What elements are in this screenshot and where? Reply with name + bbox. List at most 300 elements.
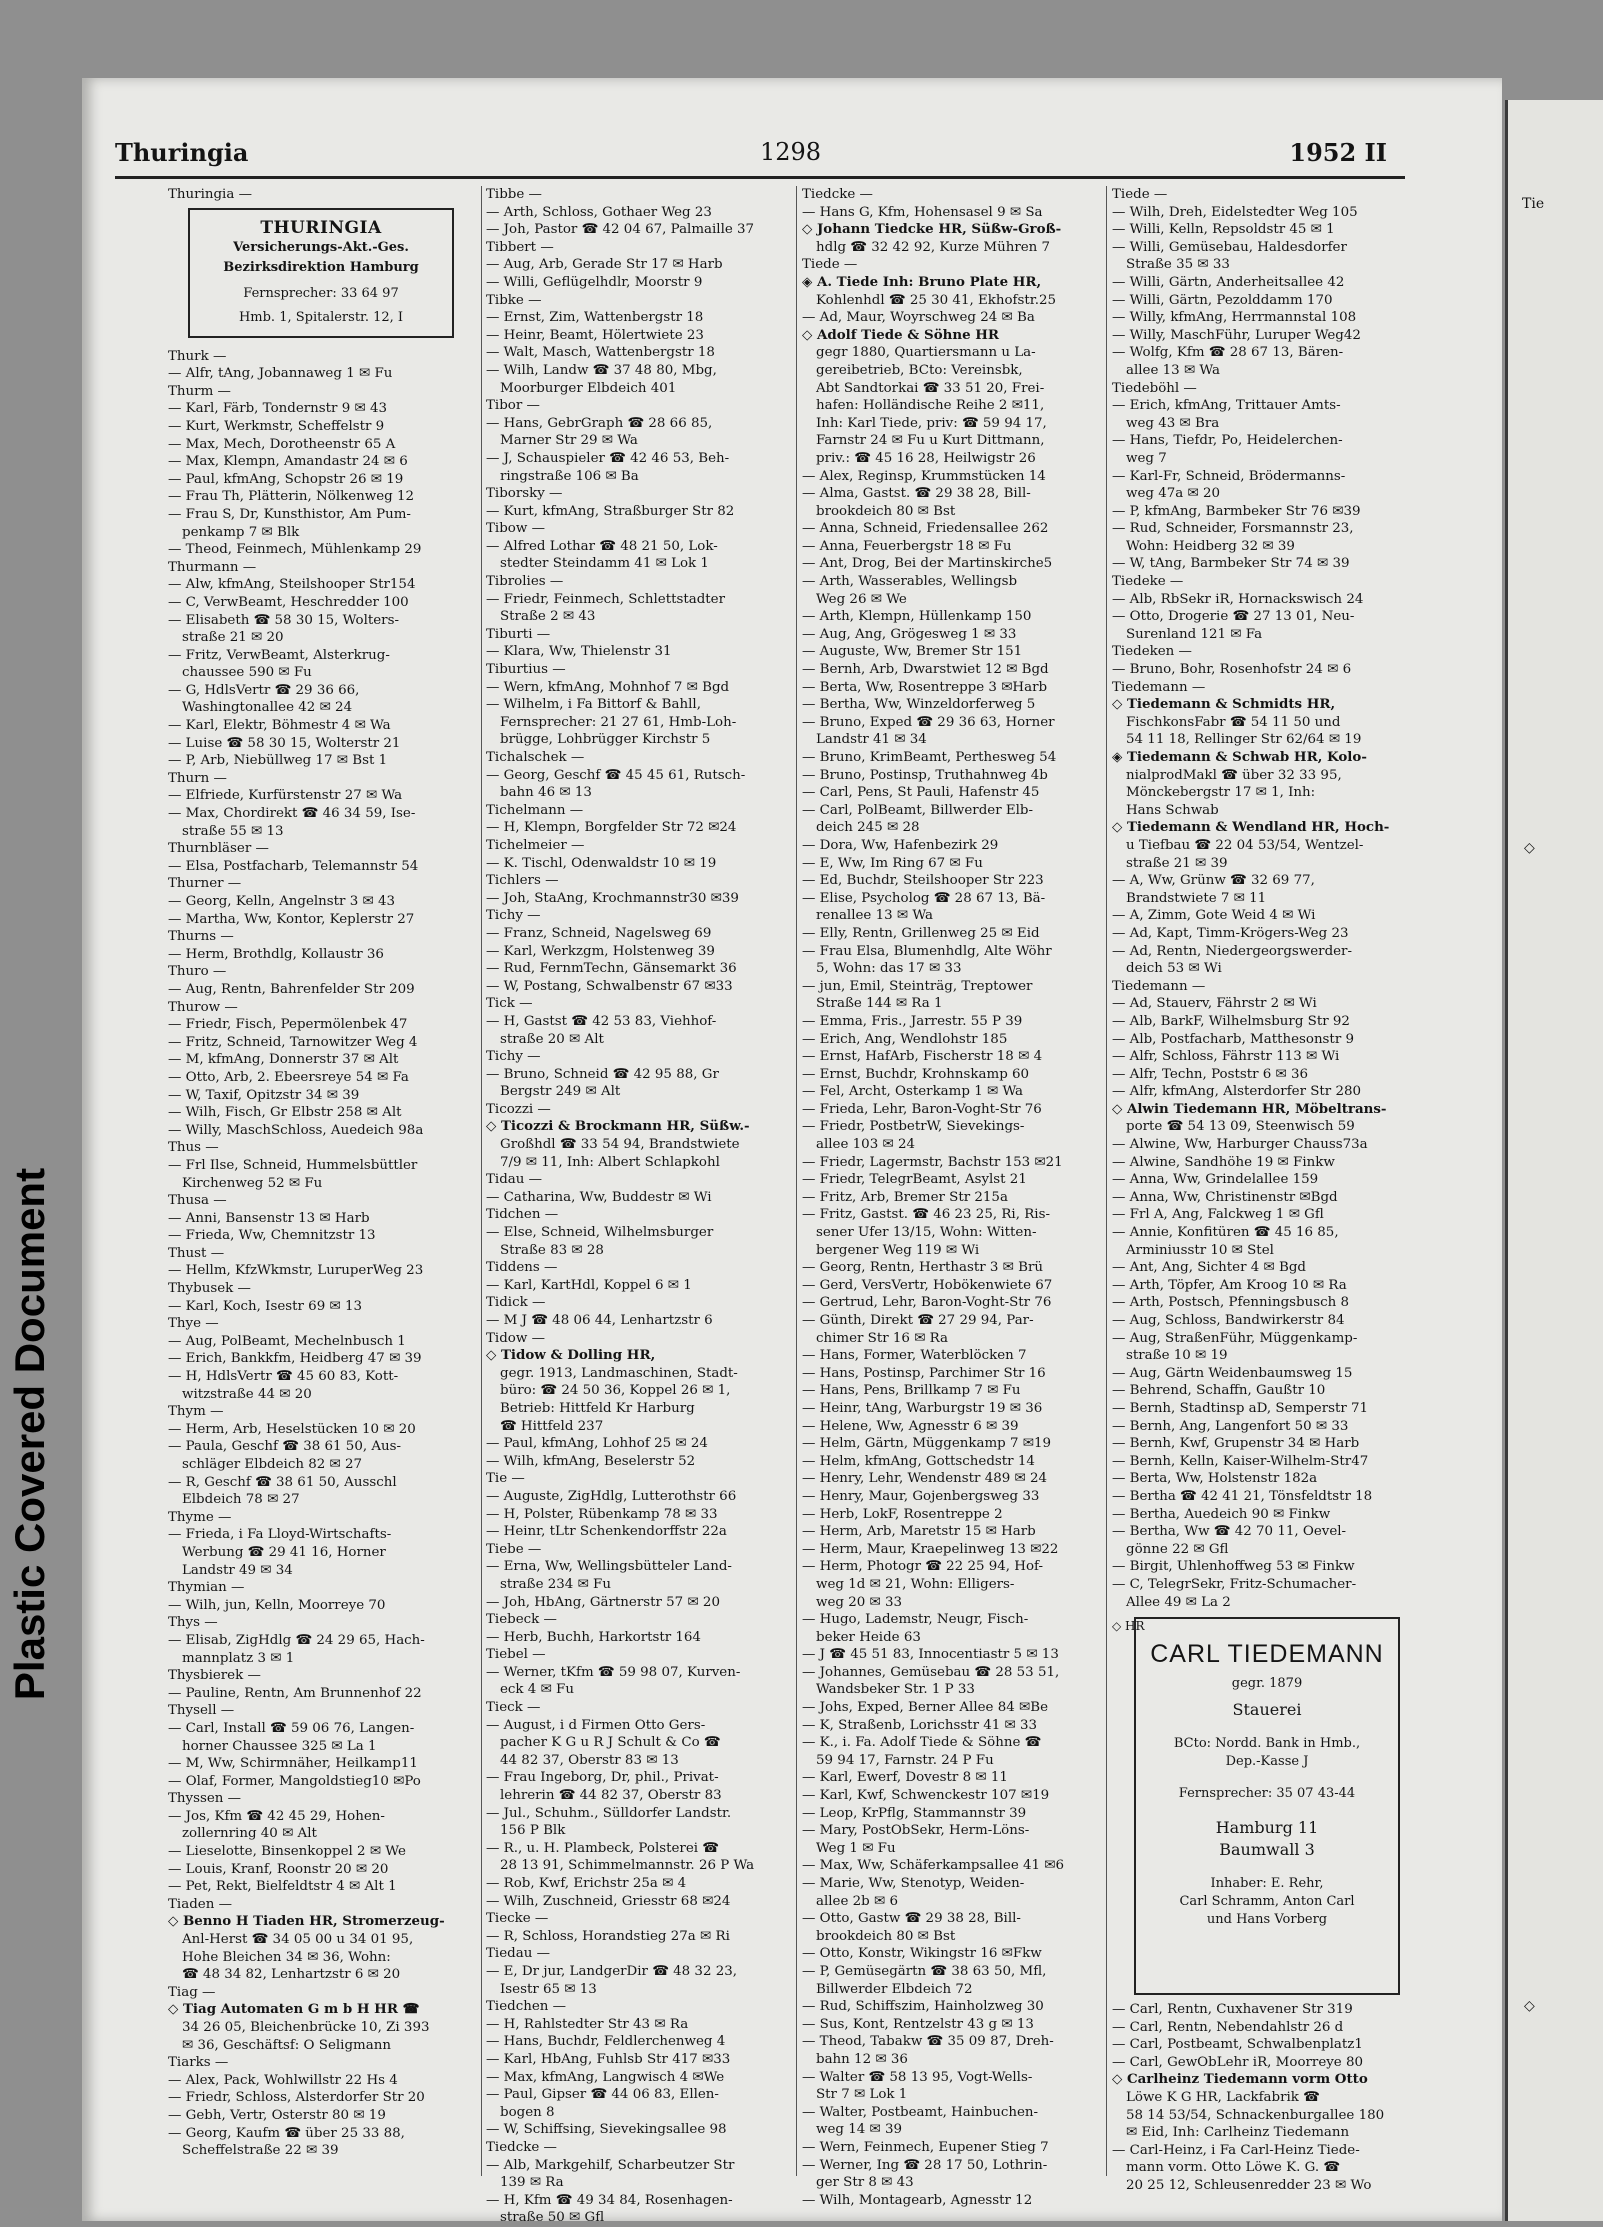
directory-entry: — Otto, Gastw ☎ 29 38 28, Bill-	[802, 1911, 1021, 1927]
directory-entry: Landstr 49 ✉ 34	[182, 1562, 293, 1578]
ad-owner: Inhaber: E. Rehr,	[1210, 1876, 1324, 1892]
directory-entry: — Klara, Ww, Thielenstr 31	[486, 644, 672, 660]
directory-entry: allee 2b ✉ 6	[816, 1893, 898, 1909]
directory-entry: — Ant, Ang, Sichter 4 ✉ Bgd	[1112, 1260, 1306, 1276]
directory-entry: sener Ufer 13/15, Wohn: Witten-	[816, 1225, 1037, 1241]
directory-entry: ◇ Alwin Tiedemann HR, Möbeltrans-	[1112, 1100, 1387, 1117]
directory-entry: — Bertha, Ww, Winzeldorferweg 5	[802, 697, 1036, 713]
directory-entry: — Willy, kfmAng, Herrmannstal 108	[1112, 310, 1357, 326]
directory-entry: — Wilh, Dreh, Eidelstedter Weg 105	[1112, 204, 1358, 220]
directory-entry: — Friedr, Feinmech, Schlettstadter	[486, 591, 725, 607]
directory-entry: — Arth, Klempn, Hüllenkamp 150	[802, 609, 1032, 625]
directory-entry: — Ad, Rentn, Niedergeorgswerder-	[1112, 943, 1352, 959]
directory-entry: — Ad, Kapt, Timm-Krögers-Weg 23	[1112, 925, 1349, 941]
directory-entry: ◇ Tiedemann & Wendland HR, Hoch-	[1112, 819, 1390, 836]
directory-entry: — Rob, Kwf, Erichstr 25a ✉ 4	[486, 1876, 687, 1891]
directory-entry: — Karl, Kwf, Schwenckestr 107 ✉19	[802, 1788, 1050, 1804]
directory-entry: Tick —	[486, 996, 533, 1012]
ad-register-mark: ◇ HR	[1112, 1619, 1145, 1634]
directory-entry: — Bernh, Ang, Langenfort 50 ✉ 33	[1112, 1418, 1349, 1434]
directory-entry: Tiebe —	[486, 1541, 542, 1557]
directory-entry: — Friedr, Fisch, Pepermölenbek 47	[168, 1017, 408, 1033]
ad-bank: Dep.-Kasse J	[1225, 1754, 1309, 1770]
directory-entry: — Karl, Koch, Isestr 69 ✉ 13	[168, 1298, 362, 1314]
directory-entry: — Heinr, tAng, Warburgstr 19 ✉ 36	[802, 1400, 1043, 1416]
directory-entry: — H, Klempn, Borgfelder Str 72 ✉24	[486, 820, 737, 836]
directory-entry: Straße 35 ✉ 33	[1126, 257, 1230, 273]
directory-entry: ◇ Tidow & Dolling HR,	[486, 1347, 656, 1364]
directory-entry: — Otto, Drogerie ☎ 27 13 01, Neu-	[1112, 609, 1355, 625]
directory-entry: — H, Gastst ☎ 42 53 83, Viehhof-	[486, 1013, 717, 1029]
directory-entry: — Ernst, Zim, Wattenbergstr 18	[486, 310, 704, 326]
directory-entry: Tichelmann —	[486, 802, 584, 818]
directory-entry: ☎ 48 34 82, Lenhartzstr 6 ✉ 20	[182, 1967, 401, 1983]
directory-entry: — Erich, Bankkfm, Heidberg 47 ✉ 39	[168, 1351, 422, 1367]
column-3-entries	[802, 186, 1102, 2209]
directory-entry: gegr. 1913, Landmaschinen, Stadt-	[500, 1365, 738, 1381]
directory-entry: ringstraße 106 ✉ Ba	[500, 468, 639, 484]
directory-entry: chimer Str 16 ✉ Ra	[816, 1330, 949, 1346]
directory-entry: bogen 8	[500, 2104, 555, 2120]
directory-entry: — Elisabeth ☎ 58 30 15, Wolters-	[168, 612, 399, 628]
side-stamp	[0, 1120, 58, 1740]
directory-entry: — August, i d Firmen Otto Gers-	[486, 1717, 706, 1733]
directory-entry: — Olaf, Former, Mangoldstieg10 ✉Po	[168, 1773, 421, 1789]
directory-entry: — Willy, MaschSchloss, Auedeich 98a	[168, 1122, 424, 1138]
directory-entry: Tichlers —	[486, 873, 559, 889]
directory-entry: — Erich, kfmAng, Trittauer Amts-	[1112, 398, 1341, 414]
column-1	[168, 186, 476, 2196]
directory-entry: — M, kfmAng, Donnerstr 37 ✉ Alt	[168, 1052, 399, 1068]
directory-entry: — Alb, BarkF, Wilhelmsburg Str 92	[1112, 1013, 1350, 1029]
directory-entry: Thus —	[168, 1140, 219, 1156]
directory-entry: — Frau S, Dr, Kunsthistor, Am Pum-	[168, 506, 411, 522]
directory-entry: — Joh, HbAng, Gärtnerstr 57 ✉ 20	[486, 1594, 720, 1610]
directory-entry: — Willy, MaschFühr, Luruper Weg42	[1112, 327, 1361, 343]
directory-entry: — Max, Klempn, Amandastr 24 ✉ 6	[168, 454, 408, 470]
directory-entry: — Herb, Buchh, Harkortstr 164	[486, 1629, 701, 1645]
directory-entry: — Theod, Tabakw ☎ 35 09 87, Dreh-	[802, 2034, 1054, 2050]
directory-entry: — Wilhelm, i Fa Bittorf & Bahll,	[486, 697, 701, 713]
directory-entry: 5, Wohn: das 17 ✉ 33	[816, 961, 962, 977]
directory-entry: — Ernst, Buchdr, Krohnskamp 60	[802, 1066, 1030, 1082]
directory-entry: — Hellm, KfzWkmstr, LuruperWeg 23	[168, 1263, 424, 1279]
directory-entry: Wandsbeker Str. 1 P 33	[816, 1682, 975, 1698]
directory-entry: — H, HdlsVertr ☎ 45 60 83, Kott-	[168, 1369, 399, 1385]
directory-entry: Tibow —	[486, 521, 545, 537]
directory-entry: renallee 13 ✉ Wa	[816, 908, 933, 924]
ad-company-name: CARL TIEDEMANN	[1150, 1640, 1384, 1669]
directory-entry: — Fritz, Arb, Bremer Str 215a	[802, 1189, 1008, 1205]
tiedemann-ad	[1134, 1617, 1400, 1995]
directory-entry: straße 50 ✉ Gfl	[500, 2210, 605, 2226]
directory-entry: — E, Dr jur, LandgerDir ☎ 48 32 23,	[486, 1963, 738, 1979]
column-4-entries	[1112, 186, 1408, 1611]
page-number: 1298	[760, 138, 822, 166]
directory-entry: — Heinr, tLtr Schenkendorffstr 22a	[486, 1524, 727, 1540]
directory-entry: Thurm —	[168, 383, 231, 399]
directory-entry: Landstr 41 ✉ 34	[816, 732, 927, 748]
column-3	[802, 186, 1102, 2208]
directory-entry: — Carl, Rentn, Cuxhavener Str 319	[1112, 2002, 1353, 2018]
directory-entry: — Behrend, Schaffn, Gaußtr 10	[1112, 1383, 1326, 1399]
directory-entry: Thurns —	[168, 929, 234, 945]
directory-entry: — Aug, StraßenFühr, Müggenkamp-	[1112, 1330, 1358, 1346]
directory-entry: — Aug, Rentn, Bahrenfelder Str 209	[168, 981, 415, 997]
ad-founded: gegr. 1879	[1231, 1676, 1303, 1692]
directory-entry: — Alb, Postfacharb, Matthesonstr 9	[1112, 1031, 1354, 1047]
directory-entry: — Wilh, Fisch, Gr Elbstr 258 ✉ Alt	[168, 1105, 402, 1121]
directory-entry: 156 P Blk	[500, 1823, 566, 1839]
directory-entry: — Carl, Postbeamt, Schwalbenplatz1	[1112, 2037, 1363, 2053]
directory-entry: Brandstwiete 7 ✉ 11	[1126, 890, 1267, 906]
directory-entry: — A, Ww, Grünw ☎ 32 69 77,	[1112, 873, 1315, 889]
directory-entry: 58 14 53/54, Schnackenburgallee 180	[1126, 2107, 1385, 2123]
directory-entry: — Annie, Konfitüren ☎ 45 16 85,	[1112, 1225, 1339, 1241]
directory-entry: — Frieda, Ww, Chemnitzstr 13	[168, 1228, 376, 1244]
directory-entry: — Alfr, tAng, Jobannaweg 1 ✉ Fu	[168, 366, 393, 382]
directory-entry: — Friedr, Lagermstr, Bachstr 153 ✉21	[802, 1154, 1063, 1170]
directory-entry: — Max, Mech, Dorotheenstr 65 A	[168, 436, 396, 452]
directory-entry: — Henry, Maur, Gojenbergsweg 33	[802, 1488, 1040, 1504]
directory-entry: — Elly, Rentn, Grillenweg 25 ✉ Eid	[802, 925, 1040, 941]
directory-entry: — Franz, Schneid, Nagelsweg 69	[486, 925, 712, 941]
directory-entry: — Jul., Schuhm., Sülldorfer Landstr.	[486, 1805, 732, 1821]
column-4	[1112, 186, 1408, 2196]
directory-entry: Thym —	[168, 1404, 224, 1420]
directory-entry: Elbdeich 78 ✉ 27	[182, 1492, 300, 1508]
directory-entry: — Elisab, ZigHdlg ☎ 24 29 65, Hach-	[168, 1632, 425, 1648]
directory-entry: — jun, Emil, Steinträg, Treptower	[802, 978, 1033, 994]
directory-entry: Ticozzi —	[486, 1101, 551, 1117]
directory-entry: — Ad, Stauerv, Fährstr 2 ✉ Wi	[1112, 996, 1317, 1012]
directory-entry: — Alma, Gastst. ☎ 29 38 28, Bill-	[802, 486, 1031, 502]
directory-entry: — Jos, Kfm ☎ 42 45 29, Hohen-	[168, 1808, 385, 1824]
directory-entry: — A, Zimm, Gote Weid 4 ✉ Wi	[1112, 908, 1316, 924]
directory-entry: — Frau Th, Plätterin, Nölkenweg 12	[168, 489, 415, 505]
directory-entry: — Ed, Buchdr, Steilshooper Str 223	[802, 873, 1044, 889]
directory-entry: stedter Steindamm 41 ✉ Lok 1	[500, 556, 709, 572]
directory-entry: — Arth, Postsch, Pfenningsbusch 8	[1112, 1295, 1349, 1311]
ad-trade: Stauerei	[1232, 1700, 1302, 1720]
directory-entry: — Frau Ingeborg, Dr, phil., Privat-	[486, 1770, 719, 1786]
directory-entry: — Walter, Postbeamt, Hainbuchen-	[802, 2104, 1039, 2120]
directory-entry: — Berta, Ww, Rosentreppe 3 ✉Harb	[802, 679, 1048, 695]
directory-entry: Wohn: Heidberg 32 ✉ 39	[1126, 538, 1295, 554]
directory-entry: — Helm, kfmAng, Gottschedstr 14	[802, 1453, 1035, 1469]
column-rule	[796, 186, 797, 2176]
directory-entry: brookdeich 80 ✉ Bst	[816, 503, 956, 519]
directory-entry: ◈ Tiedemann & Schwab HR, Kolo-	[1112, 749, 1367, 765]
directory-entry: — Martha, Ww, Kontor, Keplerstr 27	[168, 911, 415, 927]
directory-entry: — Max, Ww, Schäferkampsallee 41 ✉6	[802, 1858, 1065, 1874]
directory-entry: — Bruno, Bohr, Rosenhofstr 24 ✉ 6	[1112, 662, 1352, 678]
directory-entry: gereibetrieb, BCto: Vereinsbk,	[816, 362, 1023, 378]
directory-entry: — Carl, PolBeamt, Billwerder Elb-	[802, 802, 1034, 818]
directory-entry: Tibrolies —	[486, 574, 564, 590]
directory-entry: ◇ Benno H Tiaden HR, Stromerzeug-	[168, 1913, 445, 1930]
directory-entry: — W, Schiffsing, Sievekingsallee 98	[486, 2122, 727, 2138]
directory-entry: Thysell —	[168, 1703, 235, 1719]
directory-entry: — Bernh, Stadtinsp aD, Semperstr 71	[1112, 1400, 1369, 1416]
directory-entry: — C, TelegrSekr, Fritz-Schumacher-	[1112, 1576, 1357, 1592]
directory-entry: Thybusek —	[168, 1281, 251, 1297]
directory-entry: Straße 83 ✉ 28	[500, 1242, 604, 1258]
directory-entry: — Elfriede, Kurfürstenstr 27 ✉ Wa	[168, 788, 403, 804]
directory-entry: Fernsprecher: 21 27 61, Hmb-Loh-	[500, 714, 737, 730]
directory-entry: — Dora, Ww, Hafenbezirk 29	[802, 837, 999, 853]
directory-entry: — Birgit, Uhlenhoffweg 53 ✉ Finkw	[1112, 1559, 1355, 1575]
directory-entry: — Aug, Gärtn Weidenbaumsweg 15	[1112, 1365, 1353, 1381]
directory-entry: — Sus, Kont, Rentzelstr 43 g ✉ 13	[802, 2016, 1034, 2032]
directory-entry: 7/9 ✉ 11, Inh: Albert Schlapkohl	[500, 1154, 720, 1170]
directory-entry: Thurnbläser —	[168, 841, 269, 857]
directory-entry: — Auguste, ZigHdlg, Lutterothstr 66	[486, 1488, 737, 1504]
directory-entry: Weg 1 ✉ Fu	[816, 1840, 896, 1856]
directory-entry: hdlg ☎ 32 42 92, Kurze Mühren 7	[816, 239, 1051, 255]
directory-entry: Tidow —	[486, 1330, 545, 1346]
directory-entry: Straße 144 ✉ Ra 1	[816, 996, 943, 1012]
directory-entry: Thurner —	[168, 876, 242, 892]
directory-entry: — R, Geschf ☎ 38 61 50, Ausschl	[168, 1474, 397, 1490]
header-section-name: Thuringia	[115, 138, 249, 167]
directory-entry: — Carl-Heinz, i Fa Carl-Heinz Tiede-	[1112, 2142, 1360, 2158]
directory-entry: Arminiusstr 10 ✉ Stel	[1126, 1242, 1274, 1258]
directory-entry: — Heinr, Beamt, Hölertwiete 23	[486, 327, 704, 343]
directory-entry: — Bruno, Schneid ☎ 42 95 88, Gr	[486, 1066, 719, 1082]
directory-entry: — Aug, Schloss, Bandwirkerstr 84	[1112, 1313, 1345, 1328]
edition-year: 1952 II	[1289, 138, 1387, 167]
directory-entry: Surenland 121 ✉ Fa	[1126, 626, 1263, 642]
directory-entry: — Karl, HbAng, Fuhlsb Str 417 ✉33	[486, 2051, 731, 2067]
directory-entry: — Helene, Ww, Agnesstr 6 ✉ 39	[802, 1418, 1019, 1434]
directory-entry: büro: ☎ 24 50 36, Koppel 26 ✉ 1,	[500, 1383, 731, 1399]
directory-entry: — Alex, Reginsp, Krummstücken 14	[802, 468, 1046, 484]
directory-entry: — Frieda, i Fa Lloyd-Wirtschafts-	[168, 1527, 392, 1543]
directory-entry: — Erich, Ang, Wendlohstr 185	[802, 1031, 1008, 1047]
directory-entry: ◇ Ticozzi & Brockmann HR, Süßw.-	[486, 1118, 750, 1135]
directory-entry: — R, Schloss, Horandstieg 27a ✉ Ri	[486, 1928, 730, 1944]
directory-entry: hafen: Holländische Reihe 2 ✉11,	[816, 398, 1045, 414]
directory-entry: — Fritz, Schneid, Tarnowitzer Weg 4	[168, 1034, 418, 1050]
directory-entry: Thurk —	[168, 348, 227, 364]
directory-entry: — Catharina, Ww, Buddestr ✉ Wi	[486, 1189, 712, 1205]
directory-entry: Abt Sandtorkai ☎ 33 51 20, Frei-	[816, 380, 1045, 396]
directory-entry: — Herm, Photogr ☎ 22 25 94, Hof-	[802, 1559, 1044, 1575]
directory-entry: — Alwine, Ww, Harburger Chauss73a	[1112, 1137, 1368, 1153]
directory-entry: Tieck —	[486, 1700, 541, 1716]
directory-entry: FischkonsFabr ☎ 54 11 50 und	[1126, 714, 1341, 730]
directory-entry: Billwerder Elbdeich 72	[816, 1981, 973, 1997]
ad-line: Bezirksdirektion Hamburg	[223, 259, 419, 275]
directory-entry: — Wilh, jun, Kelln, Moorreye 70	[168, 1597, 386, 1613]
directory-entry: Großhdl ☎ 33 54 94, Brandstwiete	[500, 1137, 740, 1153]
directory-entry: ◈ A. Tiede Inh: Bruno Plate HR,	[802, 273, 1042, 290]
directory-entry: — Hans, Pens, Brillkamp 7 ✉ Fu	[802, 1383, 1021, 1399]
directory-entry: 59 94 17, Farnstr. 24 P Fu	[816, 1752, 994, 1768]
directory-entry: gegr 1880, Quartiersmann u La-	[816, 345, 1036, 361]
directory-entry: 34 26 05, Bleichenbrücke 10, Zi 393	[182, 2020, 430, 2035]
directory-entry: — Bruno, Exped ☎ 29 36 63, Horner	[802, 714, 1055, 730]
directory-entry: — Friedr, PostbetrW, Sievekings-	[802, 1119, 1025, 1135]
directory-entry: deich 53 ✉ Wi	[1126, 961, 1222, 977]
directory-entry: — Alw, kfmAng, Steilshooper Str154	[168, 577, 416, 593]
ad-address: Hmb. 1, Spitalerstr. 12, I	[238, 309, 404, 325]
directory-entry: — Wern, kfmAng, Mohnhof 7 ✉ Bgd	[486, 679, 730, 695]
directory-entry: 20 25 12, Schleusenredder 23 ✉ Wo	[1126, 2178, 1372, 2194]
directory-entry: horner Chaussee 325 ✉ La 1	[182, 1738, 377, 1754]
directory-entry: — Gertrud, Lehr, Baron-Voght-Str 76	[802, 1295, 1052, 1311]
directory-entry: zollernring 40 ✉ Alt	[182, 1826, 317, 1842]
directory-entry: — Ad, Maur, Woyrschweg 24 ✉ Ba	[802, 310, 1035, 326]
directory-entry: — Hans G, Kfm, Hohensasel 9 ✉ Sa	[802, 204, 1043, 220]
directory-entry: — Georg, Geschf ☎ 45 45 61, Rutsch-	[486, 767, 746, 783]
directory-entry: Tidick —	[486, 1295, 546, 1311]
directory-entry: — Kurt, kfmAng, Straßburger Str 82	[486, 503, 735, 519]
directory-entry: allee 13 ✉ Wa	[1126, 362, 1221, 378]
directory-entry: Tiedeke —	[1112, 574, 1184, 590]
directory-entry: — Georg, Kaufm ☎ über 25 33 88,	[168, 2125, 405, 2141]
directory-entry: — Lieselotte, Binsenkoppel 2 ✉ We	[168, 1844, 406, 1860]
directory-entry: — Friedr, TelegrBeamt, Asylst 21	[802, 1172, 1027, 1188]
ad-street: Baumwall 3	[1219, 1840, 1315, 1860]
directory-entry: Thurow —	[168, 999, 238, 1015]
directory-entry: Tidchen —	[486, 1207, 559, 1223]
ad-city: Hamburg 11	[1215, 1818, 1319, 1838]
page-header	[115, 138, 1405, 179]
directory-entry: — P, Gemüsegärtn ☎ 38 63 50, Mfl,	[802, 1963, 1047, 1979]
directory-entry: — Carl, Install ☎ 59 06 76, Langen-	[168, 1720, 415, 1736]
directory-entry: — Alb, RbSekr iR, Hornackswisch 24	[1112, 591, 1364, 607]
directory-entry: — Alfr, kfmAng, Alsterdorfer Str 280	[1112, 1084, 1362, 1100]
directory-entry: ✉ Eid, Inh: Carlheinz Tiedemann	[1126, 2125, 1350, 2141]
directory-entry: — J ☎ 45 51 83, Innocentiastr 5 ✉ 13	[802, 1647, 1059, 1663]
directory-entry: priv.: ☎ 45 16 28, Heilwigstr 26	[816, 450, 1036, 466]
directory-entry: — E, Ww, Im Ring 67 ✉ Fu	[802, 855, 983, 871]
directory-entry: — Gebh, Vertr, Osterstr 80 ✉ 19	[168, 2107, 386, 2123]
directory-entry: beker Heide 63	[816, 1629, 921, 1645]
directory-entry: Thurn —	[168, 770, 227, 786]
ad-bank: BCto: Nordd. Bank in Hmb.,	[1173, 1736, 1361, 1752]
directory-entry: — W, tAng, Barmbeker Str 74 ✉ 39	[1112, 556, 1350, 572]
directory-entry: — Herb, LokF, Rosentreppe 2	[802, 1506, 1003, 1522]
directory-entry: — Günth, Direkt ☎ 27 29 94, Par-	[802, 1313, 1034, 1328]
directory-entry: ◇ Tiedemann & Schmidts HR,	[1112, 696, 1336, 713]
directory-entry: Thurmann —	[168, 559, 257, 575]
directory-entry: Tiebeck —	[486, 1612, 557, 1628]
directory-entry: straße 55 ✉ 13	[182, 823, 284, 839]
directory-entry: — Carl, GewObLehr iR, Moorreye 80	[1112, 2054, 1364, 2070]
directory-entry: — Anna, Ww, Grindelallee 159	[1112, 1172, 1319, 1188]
directory-entry: Hohe Bleichen 34 ✉ 36, Wohn:	[182, 1949, 391, 1965]
directory-entry: penkamp 7 ✉ Blk	[182, 524, 300, 540]
directory-entry: Thuro —	[168, 964, 227, 980]
tiedemann-ad-wrap	[1112, 1617, 1408, 1995]
directory-entry: — Hans, Former, Waterblöcken 7	[802, 1348, 1027, 1364]
directory-entry: — Rud, Schneider, Forsmannstr 23,	[1112, 521, 1354, 537]
ad-owner: Carl Schramm, Anton Carl	[1179, 1894, 1355, 1910]
directory-entry: Tiag —	[168, 1984, 216, 2000]
directory-entry: — H, Kfm ☎ 49 34 84, Rosenhagen-	[486, 2192, 733, 2208]
directory-entry: — Luise ☎ 58 30 15, Wolterstr 21	[168, 735, 401, 751]
directory-entry: — Carl, Rentn, Nebendahlstr 26 d	[1112, 2019, 1344, 2035]
directory-entry: — Karl, Elektr, Böhmestr 4 ✉ Wa	[168, 718, 391, 734]
directory-entry: Tiedau —	[486, 1946, 550, 1962]
directory-entry: — Pet, Rekt, Bielfeldtstr 4 ✉ Alt 1	[168, 1879, 397, 1895]
directory-entry: 44 82 37, Oberstr 83 ✉ 13	[500, 1752, 679, 1768]
directory-entry: — Werner, tKfm ☎ 59 98 07, Kurven-	[486, 1664, 741, 1680]
directory-entry: Thyme —	[168, 1509, 232, 1525]
directory-entry: — Hans, Buchdr, Feldlerchenweg 4	[486, 2034, 726, 2050]
directory-entry: — Wilh, Landw ☎ 37 48 80, Mbg,	[486, 362, 717, 378]
directory-entry: — Willi, Gärtn, Anderheitsallee 42	[1112, 274, 1345, 290]
directory-entry: Mönckebergstr 17 ✉ 1, Inh:	[1126, 785, 1316, 801]
directory-entry: 28 13 91, Schimmelmannstr. 26 P Wa	[500, 1858, 755, 1874]
next-page-mark: ◇	[1524, 840, 1535, 856]
directory-entry: — Max, kfmAng, Langwisch 4 ✉We	[486, 2069, 725, 2085]
directory-entry: Tiedemann —	[1112, 978, 1206, 994]
directory-entry: — K. Tischl, Odenwaldstr 10 ✉ 19	[486, 855, 717, 871]
directory-entry: — Wern, Feinmech, Eupener Stieg 7	[802, 2139, 1049, 2155]
directory-entry: — Louis, Kranf, Roonstr 20 ✉ 20	[168, 1861, 389, 1877]
directory-entry: Tiedchen —	[486, 1999, 567, 2015]
directory-entry: — Alfr, Schloss, Fährstr 113 ✉ Wi	[1112, 1049, 1340, 1065]
directory-entry: 139 ✉ Ra	[500, 2175, 564, 2191]
directory-entry: — Aug, PolBeamt, Mechelnbusch 1	[168, 1333, 406, 1349]
directory-entry: — Paul, Gipser ☎ 44 06 83, Ellen-	[486, 2087, 719, 2103]
directory-entry: — Georg, Rentn, Herthastr 3 ✉ Brü	[802, 1260, 1043, 1276]
directory-entry: — Willi, Geflügelhdlr, Moorstr 9	[486, 274, 703, 290]
directory-entry: — Emma, Fris., Jarrestr. 55 P 39	[802, 1013, 1023, 1029]
directory-entry: — Bernh, Kwf, Grupenstr 34 ✉ Harb	[1112, 1436, 1360, 1452]
directory-entry: weg 14 ✉ 39	[816, 2122, 903, 2138]
directory-entry: — K., i. Fa. Adolf Tiede & Söhne ☎	[802, 1735, 1042, 1751]
directory-entry: — Erna, Ww, Wellingsbütteler Land-	[486, 1559, 732, 1575]
ad-line: Versicherungs-Akt.-Ges.	[233, 239, 409, 255]
directory-entry: — Herm, Brothdlg, Kollaustr 36	[168, 946, 384, 962]
directory-entry: Str 7 ✉ Lok 1	[816, 2087, 908, 2103]
directory-entry: — Arth, Wasserables, Wellingsb	[802, 574, 1018, 590]
directory-entry: — C, VerwBeamt, Heschredder 100	[168, 594, 409, 610]
directory-entry: — Marie, Ww, Stenotyp, Weiden-	[802, 1876, 1025, 1891]
directory-entry: ☎ Hittfeld 237	[500, 1418, 604, 1434]
directory-entry: — Alb, Markgehilf, Scharbeutzer Str	[486, 2157, 735, 2173]
directory-entry: — Bertha ☎ 42 41 21, Tönsfeldtstr 18	[1112, 1488, 1373, 1504]
directory-entry: — Willi, Gemüsebau, Haldesdorfer	[1112, 239, 1347, 255]
directory-entry: — Willi, Kelln, Repsoldstr 45 ✉ 1	[1112, 222, 1335, 238]
directory-entry: — Otto, Konstr, Wikingstr 16 ✉Fkw	[802, 1946, 1042, 1962]
directory-entry: — W, Postang, Schwalbenstr 67 ✉33	[486, 978, 733, 994]
directory-entry: — K, Straßenb, Lorichsstr 41 ✉ 33	[802, 1717, 1038, 1733]
directory-entry: — Arth, Schloss, Gothaer Weg 23	[486, 204, 712, 220]
directory-entry: Werbung ☎ 29 41 16, Horner	[182, 1544, 386, 1560]
directory-entry: — G, HdlsVertr ☎ 29 36 66,	[168, 682, 360, 698]
directory-entry: u Tiefbau ☎ 22 04 53/54, Wentzel-	[1126, 837, 1364, 853]
directory-entry: ger Str 8 ✉ 43	[816, 2175, 914, 2191]
directory-entry: — Leop, KrPflg, Stammannstr 39	[802, 1805, 1027, 1821]
directory-entry: — M J ☎ 48 06 44, Lenhartzstr 6	[486, 1313, 713, 1328]
directory-entry: Tichalschek —	[486, 750, 585, 765]
next-page-edge	[1505, 100, 1603, 2221]
directory-entry: brookdeich 80 ✉ Bst	[816, 1928, 956, 1944]
directory-entry: — Alfr, Techn, Poststr 6 ✉ 36	[1112, 1066, 1309, 1082]
directory-entry: — Berta, Ww, Holstenstr 182a	[1112, 1471, 1318, 1487]
ad-owner: und Hans Vorberg	[1206, 1912, 1328, 1928]
directory-entry: — Anni, Bansenstr 13 ✉ Harb	[168, 1210, 370, 1226]
directory-entry: nialprodMakl ☎ über 32 33 95,	[1126, 767, 1342, 783]
ad-phone: Fernsprecher: 33 64 97	[243, 285, 399, 301]
directory-entry: — R., u. H. Plambeck, Polsterei ☎	[486, 1840, 719, 1856]
